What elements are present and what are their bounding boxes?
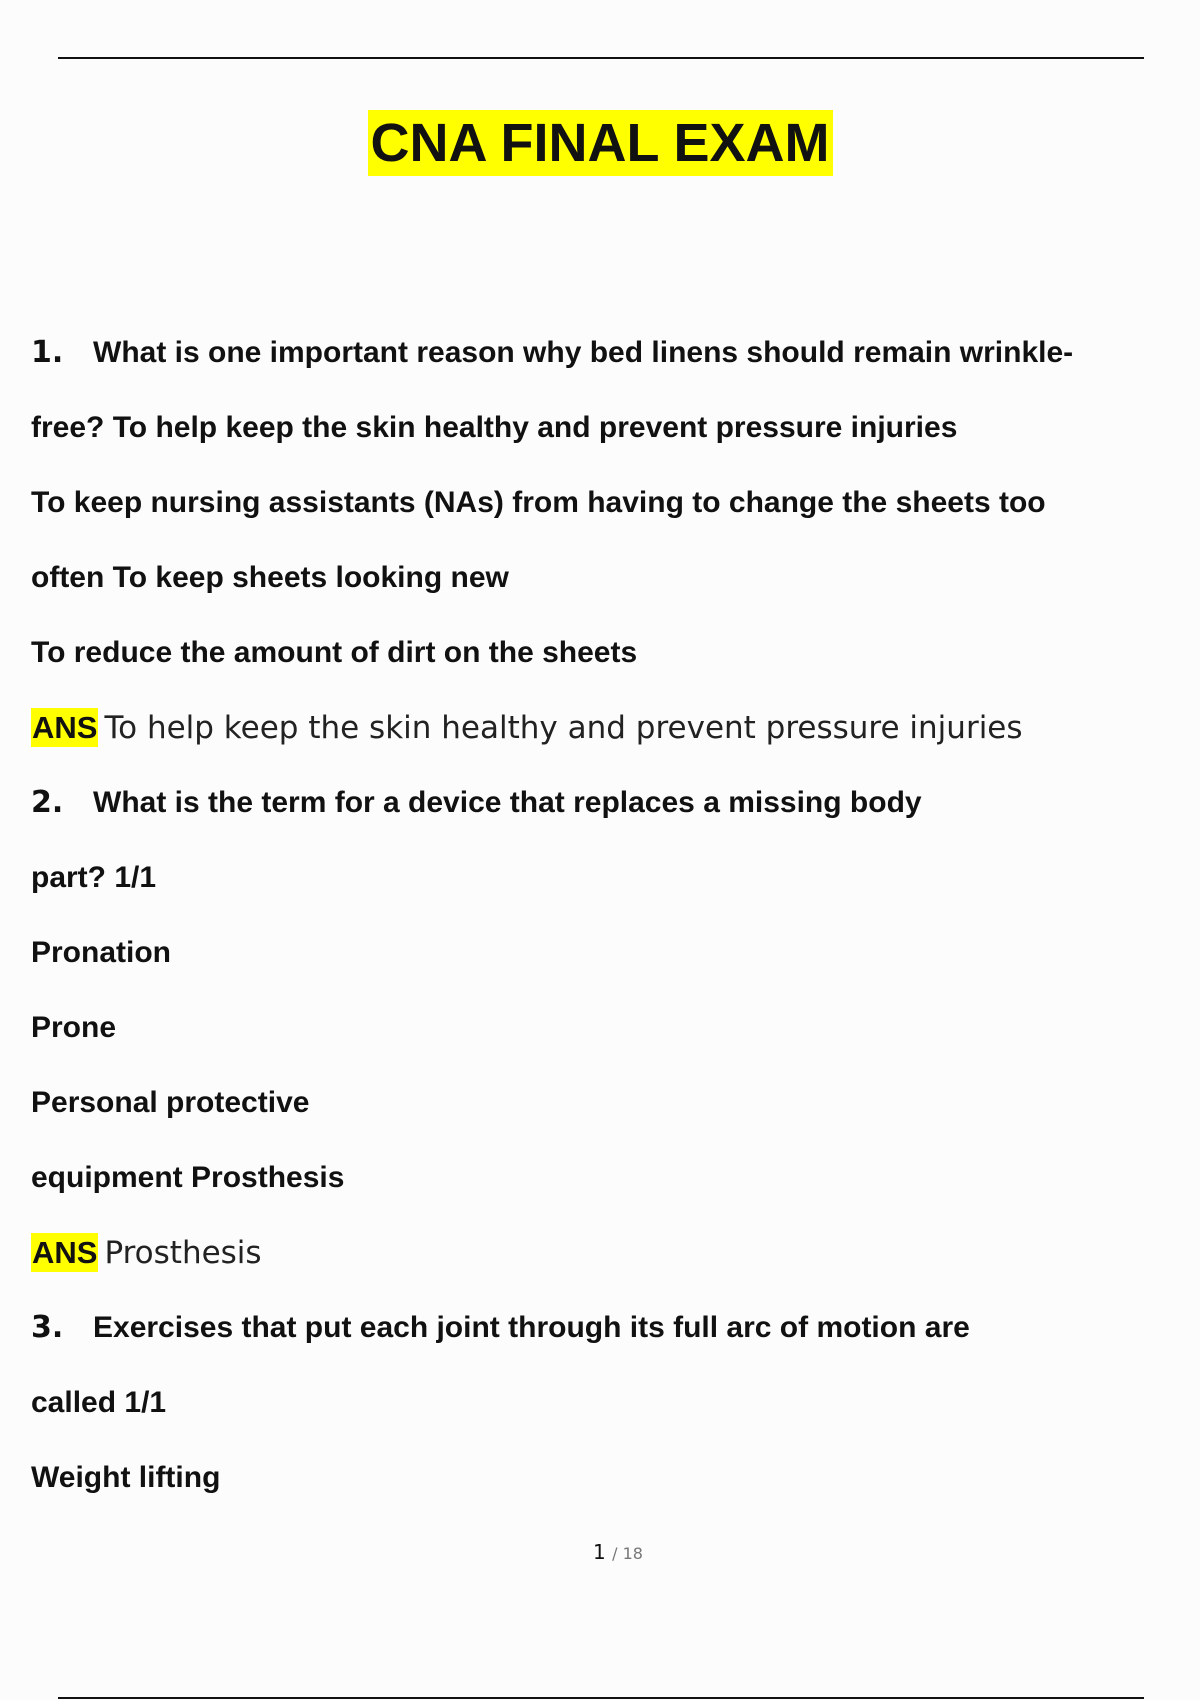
- question-2-line-4: Prone: [31, 1011, 117, 1044]
- question-1-line-1: [31, 315, 1156, 390]
- question-1-line-4: often To keep sheets looking new: [31, 561, 509, 594]
- question-1-answer: [31, 690, 1156, 765]
- question-2-line-5: Personal protective: [31, 1086, 310, 1119]
- question-1-number: 1.: [31, 335, 64, 370]
- question-1-text: What is one important reason why bed linens should remain wrinkle-: [93, 336, 1074, 369]
- question-2-number: 2.: [31, 785, 64, 820]
- question-2-text: What is the term for a device that replaces a missing body: [93, 786, 922, 819]
- question-3-line-2: called 1/1: [31, 1386, 167, 1419]
- question-2-line-1: [31, 765, 1156, 840]
- question-3-line-3: Weight lifting: [31, 1461, 221, 1494]
- question-2-line-2: part? 1/1: [31, 861, 157, 894]
- exam-content: [31, 315, 1156, 1515]
- answer-text: Prosthesis: [104, 1235, 262, 1271]
- page-number: 1: [593, 1540, 606, 1564]
- question-3-text: Exercises that put each joint through its full arc of motion are: [93, 1311, 970, 1344]
- answer-text: To help keep the skin healthy and prevent pressure injuries: [104, 710, 1023, 746]
- question-1-line-5: To reduce the amount of dirt on the sheets: [31, 636, 638, 669]
- question-1-line-2: free? To help keep the skin healthy and prevent pressure injuries: [31, 411, 958, 444]
- top-rule: [58, 57, 1144, 59]
- answer-label: ANS: [32, 710, 98, 745]
- question-3-line-1: [31, 1290, 1156, 1365]
- answer-label: ANS: [32, 1235, 98, 1270]
- question-2-line-3: Pronation: [31, 936, 171, 969]
- page-title: CNA FINAL EXAM: [368, 110, 833, 176]
- question-3-number: 3.: [31, 1310, 64, 1345]
- bottom-rule: [58, 1697, 1144, 1699]
- page-total: / 18: [612, 1544, 643, 1563]
- question-2-line-6: equipment Prosthesis: [31, 1161, 345, 1194]
- question-2-answer: [31, 1215, 1156, 1290]
- title-container: [0, 110, 1200, 176]
- page-indicator: [0, 1540, 1200, 1564]
- question-1-line-3: To keep nursing assistants (NAs) from having to change the sheets too: [31, 486, 1046, 519]
